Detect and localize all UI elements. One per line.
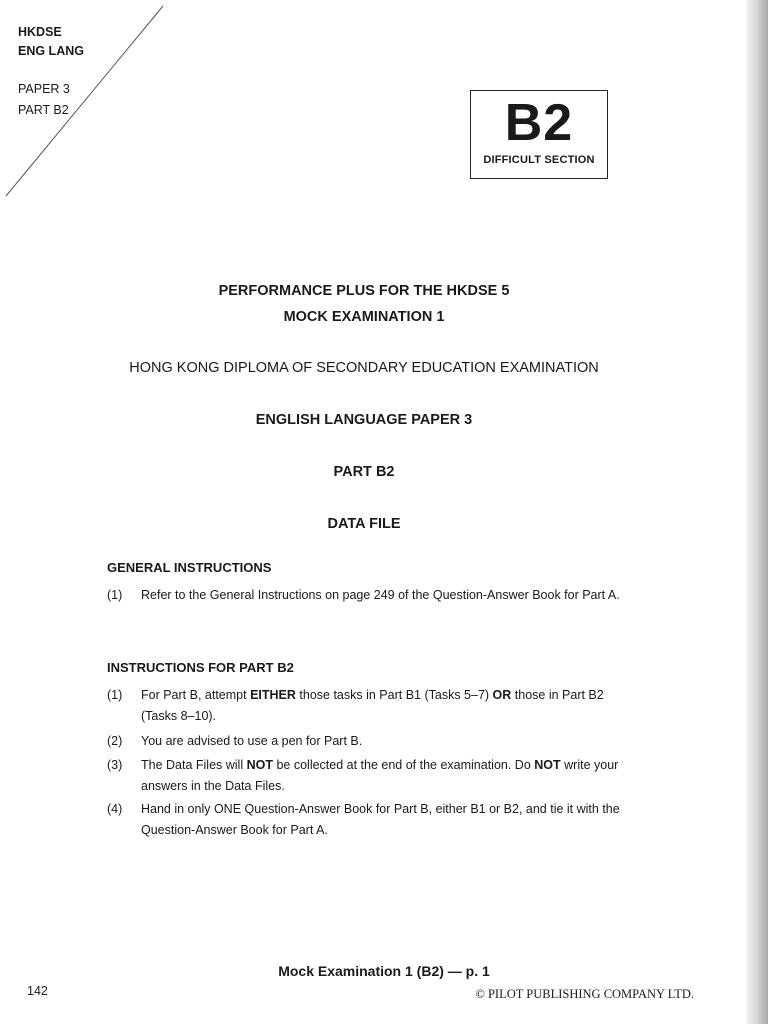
section-difficulty-label: DIFFICULT SECTION xyxy=(483,154,595,166)
section-badge xyxy=(470,90,608,179)
general-instruction-item xyxy=(107,585,627,606)
instruction-text: The Data Files will NOT be collected at the end of the examination. Do NOT write your answers in the Data Files. xyxy=(141,758,619,793)
emphasis-not: NOT xyxy=(534,758,561,772)
section-code: B2 xyxy=(504,94,574,152)
instruction-number: (4) xyxy=(107,802,123,816)
corner-subject-line1: HKDSE xyxy=(18,25,62,39)
corner-paper-line2: PART B2 xyxy=(18,103,69,117)
part-b2-instruction-item xyxy=(107,799,627,841)
emphasis-not: NOT xyxy=(246,758,273,772)
paper-title: ENGLISH LANGUAGE PAPER 3 xyxy=(255,412,473,428)
data-file-title: DATA FILE xyxy=(327,516,401,532)
instruction-text: You are advised to use a pen for Part B. xyxy=(141,734,363,748)
part-title: PART B2 xyxy=(333,464,395,480)
instruction-number: (2) xyxy=(107,734,123,748)
diploma-title: HONG KONG DIPLOMA OF SECONDARY EDUCATION EXAMINATION xyxy=(129,360,599,376)
series-title: PERFORMANCE PLUS FOR THE HKDSE 5 xyxy=(218,283,510,299)
part-b2-instruction-item xyxy=(107,755,627,797)
instruction-number: (1) xyxy=(107,688,123,702)
instruction-text: Refer to the General Instructions on page 249 of the Question-Answer Book for Part A. xyxy=(141,588,620,602)
emphasis-or: OR xyxy=(492,688,512,702)
instruction-text: Hand in only ONE Question-Answer Book for Part B, either B1 or B2, and tie it with the Question-Answer Book for Part A. xyxy=(141,802,620,837)
exam-title: MOCK EXAMINATION 1 xyxy=(283,309,445,325)
emphasis-either: EITHER xyxy=(250,688,296,702)
part-b2-instructions-heading: INSTRUCTIONS FOR PART B2 xyxy=(107,660,294,675)
part-b2-instruction-item xyxy=(107,731,627,752)
footer-title: Mock Examination 1 (B2) — p. 1 xyxy=(278,963,490,979)
general-instructions-heading: GENERAL INSTRUCTIONS xyxy=(107,560,272,575)
instruction-text: For Part B, attempt EITHER those tasks in Part B1 (Tasks 5–7) OR those in Part B2 (Tasks 8–10). xyxy=(141,688,604,723)
part-b2-instruction-item xyxy=(107,685,627,727)
corner-subject-line2: ENG LANG xyxy=(18,44,84,58)
instruction-number: (3) xyxy=(107,758,123,772)
corner-paper-line1: PAPER 3 xyxy=(18,82,70,96)
copyright-notice: © PILOT PUBLISHING COMPANY LTD. xyxy=(475,987,694,1001)
instruction-number: (1) xyxy=(107,588,123,602)
page-edge-shadow xyxy=(746,0,768,1024)
page-number: 142 xyxy=(27,984,48,998)
